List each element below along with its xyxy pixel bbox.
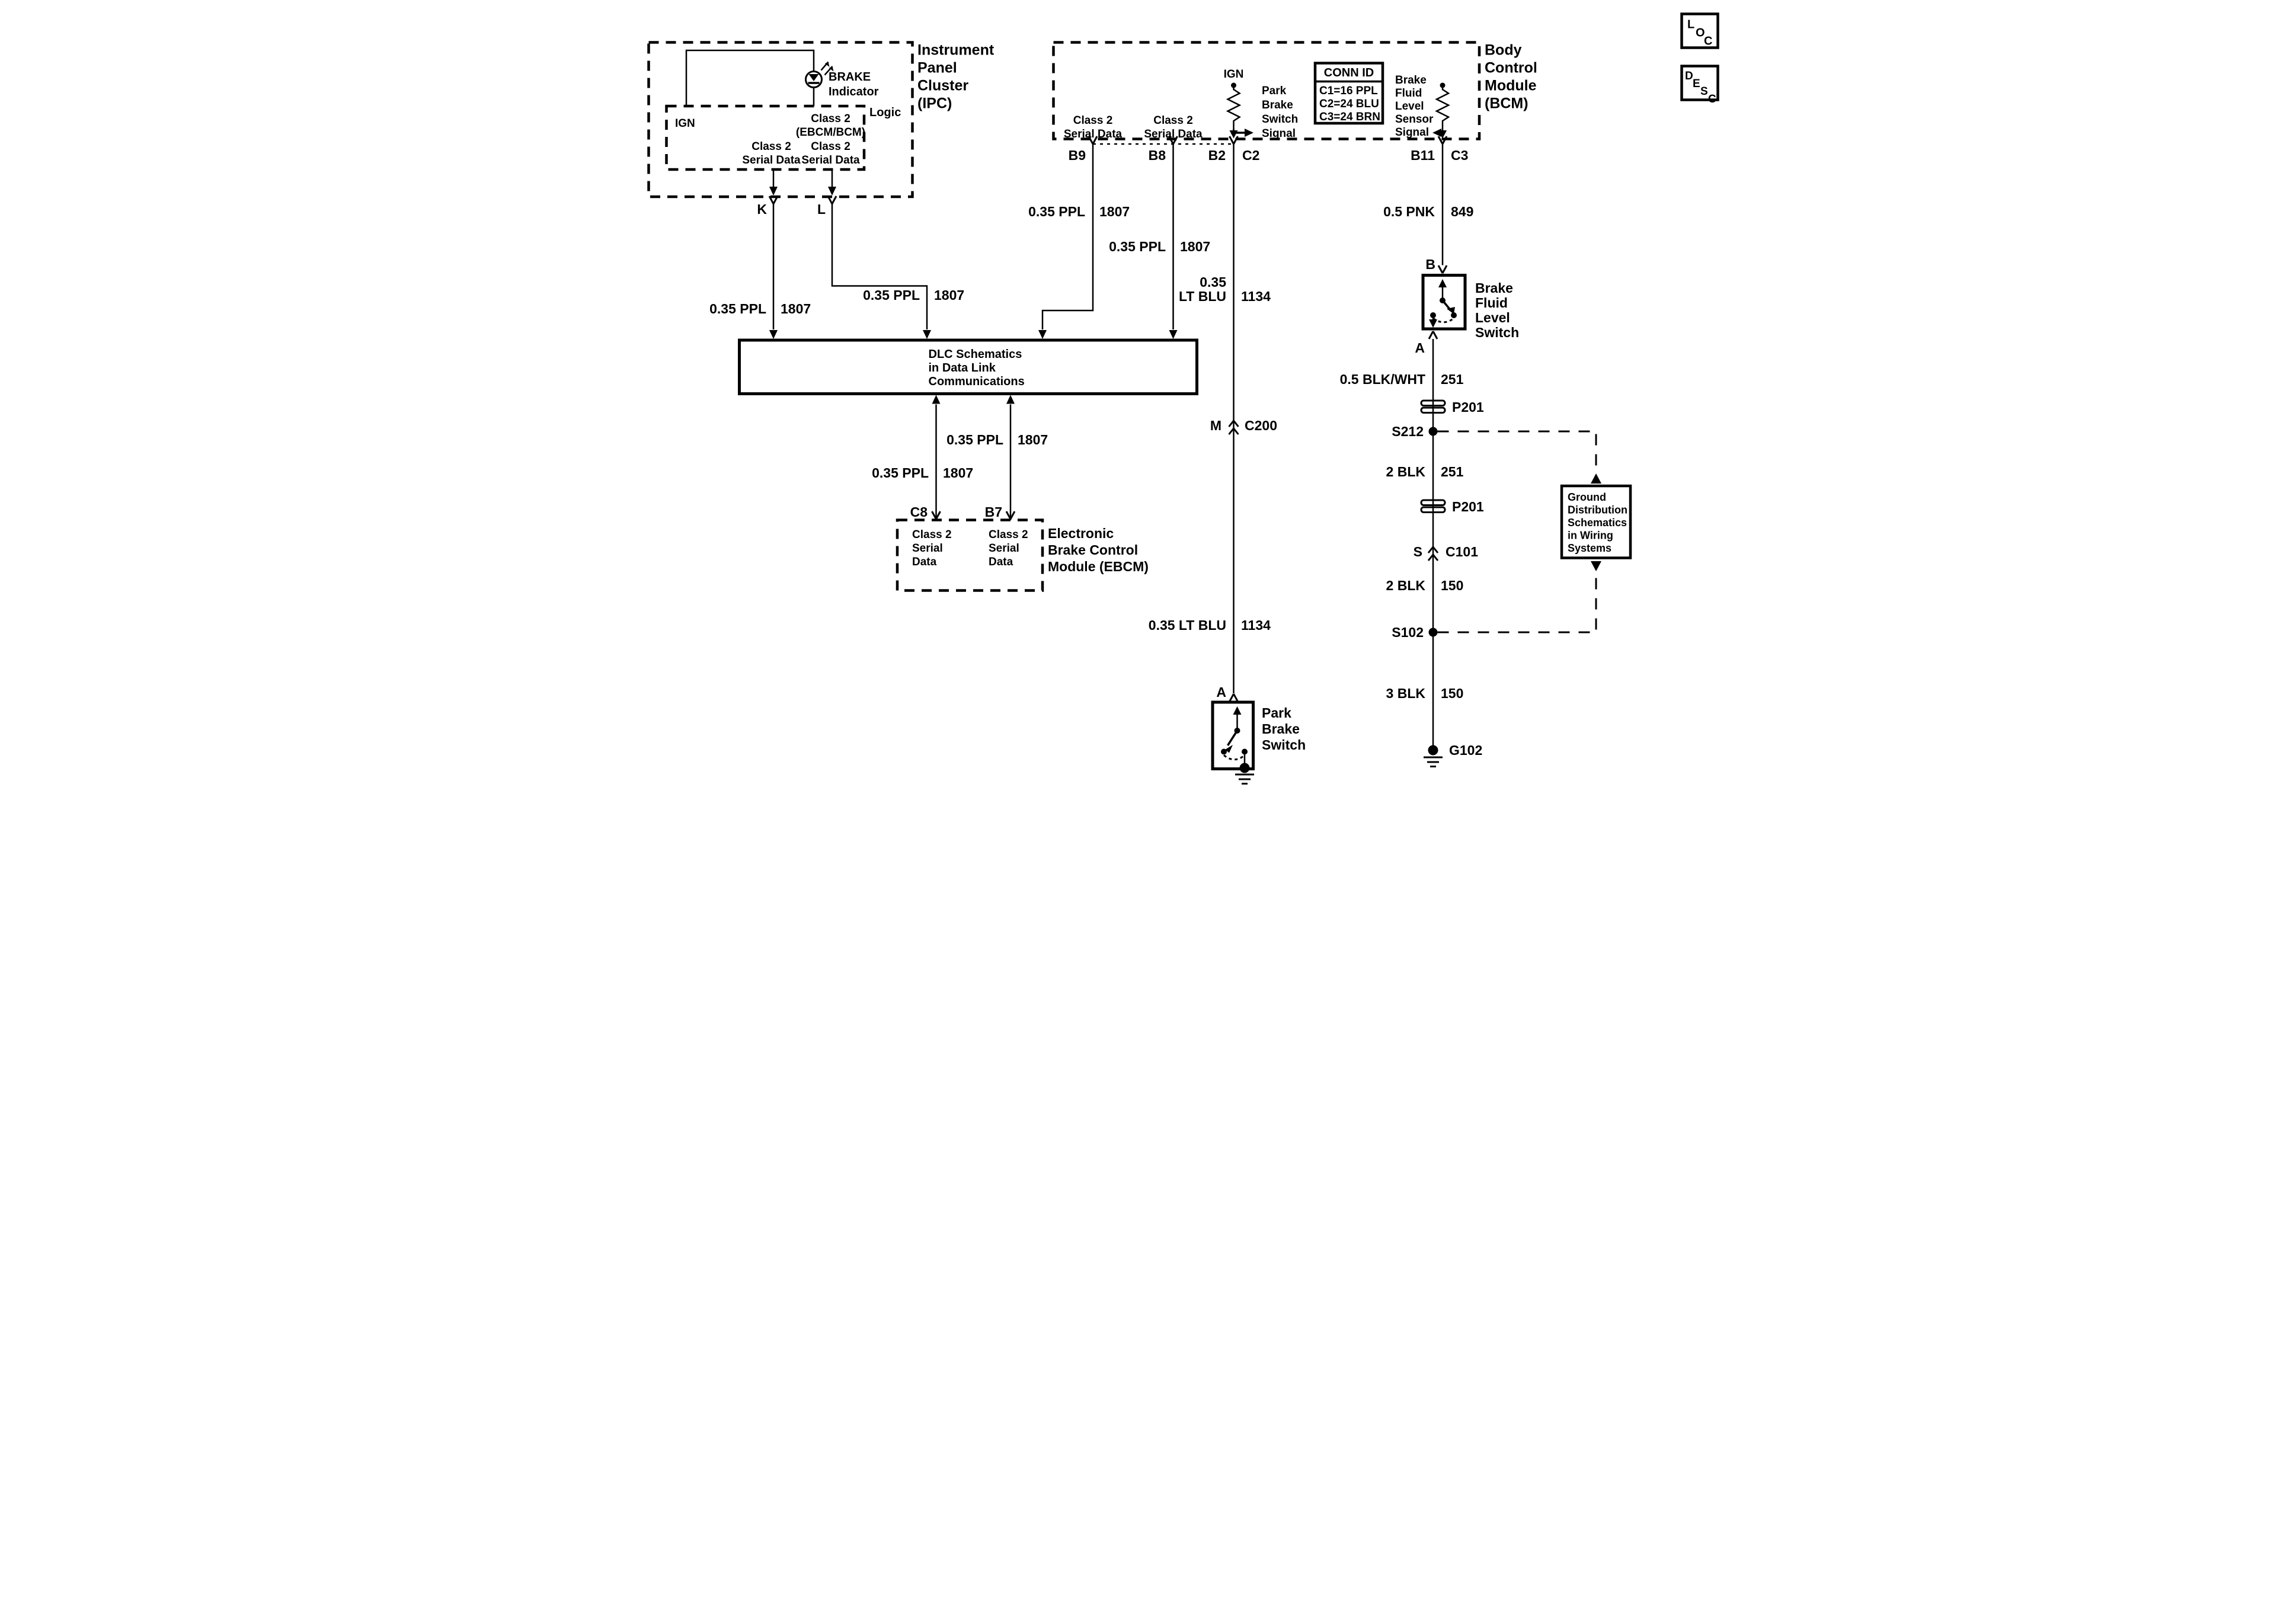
wire-blk150b-circuit: 150	[1440, 686, 1463, 701]
pin-c3-label: C3	[1450, 148, 1468, 163]
bcm-fluid-signal-label: Fluid	[1395, 87, 1422, 100]
pin-b9-label: B9	[1068, 148, 1086, 163]
wire-c8-label: 0.35 PPL	[871, 465, 929, 481]
ipc-title-line: Cluster	[917, 77, 968, 94]
bcm-fluid-resistor-icon	[1437, 85, 1448, 133]
bcm-park-signal-label: Switch	[1261, 113, 1298, 126]
splice-s212-label: S212	[1391, 424, 1424, 439]
wire-b8-label: 0.35 PPL	[1108, 239, 1166, 254]
wiring-diagram-page	[574, 0, 1722, 805]
pin-a-label: A	[1216, 684, 1226, 700]
desc-letter: D	[1684, 70, 1693, 82]
ebcm-serial-label: Serial	[988, 542, 1019, 555]
ebcm-data-label: Data	[988, 556, 1013, 568]
wire-blkwht-circuit: 251	[1440, 372, 1463, 387]
bcm-serial-data-label: Serial Data	[1063, 128, 1122, 140]
dlc-line: DLC Schematics	[928, 348, 1022, 361]
ground-symbol-icon	[1424, 757, 1443, 767]
bcm-fluid-signal-label: Signal	[1395, 126, 1429, 139]
wire-blk150-label: 2 BLK	[1386, 578, 1425, 593]
ground-dot-icon	[1428, 745, 1438, 756]
bcm-class2-label: Class 2	[1073, 114, 1112, 127]
ipc-title-line: (IPC)	[917, 95, 952, 112]
switch-travel-arc	[1224, 756, 1245, 760]
loc-letter: C	[1703, 34, 1712, 48]
ipc-ebcm-bcm-label: (EBCM/BCM)	[795, 126, 865, 139]
dlc-line: Communications	[928, 375, 1025, 388]
wire-ltblu-color: LT BLU	[1178, 289, 1226, 304]
brake-indicator-label: BRAKE	[828, 71, 871, 84]
pin-connector-icon	[1438, 265, 1447, 273]
wire-k-circuit: 1807	[780, 301, 811, 316]
ground-g102-label: G102	[1448, 742, 1482, 758]
bcm-park-signal-label: Signal	[1261, 127, 1296, 140]
desc-letter: E	[1692, 78, 1700, 90]
conn-id-header: CONN ID	[1323, 66, 1374, 79]
desc-button[interactable]	[1681, 66, 1718, 106]
park-switch-label: Switch	[1261, 737, 1306, 753]
conn-id-table	[1315, 63, 1383, 124]
wire-ltblu-circuit: 1134	[1240, 289, 1271, 304]
arrow-down-icon	[1169, 330, 1177, 339]
ground-ref-line: Schematics	[1567, 517, 1627, 529]
wire-blk251-label: 2 BLK	[1386, 464, 1425, 479]
connector-c200	[1210, 418, 1277, 434]
park-switch-label: Brake	[1261, 721, 1300, 737]
arrow-down-icon	[923, 330, 931, 339]
fluid-switch-label: Fluid	[1475, 295, 1508, 311]
pin-c2-label: C2	[1242, 148, 1259, 163]
fluid-switch-label: Level	[1475, 310, 1510, 325]
wire-b8-circuit: 1807	[1179, 239, 1210, 254]
ebcm-module	[897, 504, 1149, 591]
ebcm-title-line: Brake Control	[1047, 542, 1138, 558]
ebcm-class2-label: Class 2	[912, 529, 952, 541]
bcm-class2-label: Class 2	[1153, 114, 1193, 127]
arrow-down-icon	[828, 187, 836, 196]
splice-dot-icon	[1428, 628, 1437, 637]
fluid-switch-label: Switch	[1475, 325, 1519, 340]
brake-fluid-level-switch	[1415, 257, 1519, 356]
wire-pnk-circuit: 849	[1450, 204, 1473, 219]
brake-warning-schematic	[574, 0, 1722, 805]
ipc-title-line: Instrument	[917, 41, 994, 59]
bcm-title-line: (BCM)	[1484, 95, 1528, 112]
bcm-park-signal-label: Park	[1261, 85, 1286, 97]
pin-b7-label: B7	[984, 504, 1002, 520]
pin-k-label: K	[756, 201, 767, 217]
ipc-class2-label: Class 2	[751, 140, 791, 153]
wire-c8-circuit: 1807	[942, 465, 973, 481]
ground-dot-icon	[1239, 763, 1249, 773]
pin-c8-label: C8	[910, 504, 928, 520]
bcm-serial-data-label: Serial Data	[1143, 128, 1203, 140]
ground-symbol-icon	[1235, 774, 1254, 784]
pin-l-label: L	[817, 201, 826, 217]
fluid-switch-label: Brake	[1475, 280, 1513, 296]
pin-b2-label: B2	[1208, 148, 1226, 163]
connector-p201-upper	[1421, 399, 1484, 415]
wire-b9	[1043, 144, 1093, 329]
triangle-down-icon	[1591, 561, 1601, 571]
switch-dot-icon	[1430, 312, 1436, 318]
ground-g102	[1424, 742, 1482, 767]
arrow-down-icon	[769, 330, 778, 339]
wire-b9-label: 0.35 PPL	[1028, 204, 1085, 219]
desc-letter: S	[1700, 85, 1708, 98]
pin-b8-label: B8	[1148, 148, 1166, 163]
ebcm-title-line: Module (EBCM)	[1047, 559, 1149, 574]
connector-c200-label: C200	[1244, 418, 1277, 433]
wire-b9-circuit: 1807	[1099, 204, 1130, 219]
brake-indicator-label: Indicator	[828, 85, 878, 98]
switch-dot-icon	[1451, 312, 1457, 318]
triangle-up-icon	[1591, 473, 1601, 484]
ground-ref-line: in Wiring	[1567, 529, 1613, 542]
ipc-internal-wire	[686, 50, 814, 106]
wire-pnk-label: 0.5 PNK	[1383, 204, 1435, 219]
splice-s102-label: S102	[1391, 625, 1424, 640]
ipc-ign-label: IGN	[674, 117, 695, 130]
bcm-title-line: Control	[1484, 59, 1537, 76]
ebcm-data-label: Data	[912, 556, 936, 568]
connector-p201-label: P201	[1451, 399, 1484, 415]
park-brake-switch	[1213, 684, 1306, 784]
bcm-fluid-signal-label: Level	[1395, 100, 1424, 113]
splice-dot-icon	[1428, 427, 1437, 436]
bcm-fluid-signal-label: Brake	[1395, 74, 1427, 87]
conn-id-row: C2=24 BLU	[1319, 98, 1379, 110]
ipc-module	[648, 42, 994, 197]
ebcm-class2-label: Class 2	[988, 529, 1028, 541]
connector-c101-label: C101	[1445, 544, 1478, 559]
connector-p201-lower	[1421, 499, 1484, 514]
wire-ltblu-size: 0.35	[1199, 274, 1226, 290]
loc-letter: L	[1687, 18, 1694, 31]
ipc-serial-data-label: Serial Data	[741, 154, 801, 167]
ipc-pins	[757, 196, 836, 217]
arrow-up-icon	[932, 395, 940, 404]
wire-blk150b-label: 3 BLK	[1386, 686, 1425, 701]
bcm-park-signal-label: Brake	[1261, 99, 1293, 111]
wire-b7-label: 0.35 PPL	[946, 432, 1003, 447]
arrow-up-icon	[1006, 395, 1015, 404]
conn-id-row: C1=16 PPL	[1319, 85, 1378, 97]
bcm-title-line: Module	[1484, 77, 1536, 94]
connector-s-label: S	[1413, 544, 1422, 559]
wire-blk251-circuit: 251	[1440, 464, 1463, 479]
dlc-reference-box[interactable]	[739, 340, 1197, 394]
wire-l	[832, 204, 927, 329]
wire-l-circuit: 1807	[933, 287, 964, 303]
bcm-ign-label: IGN	[1223, 68, 1243, 81]
connector-p201-label: P201	[1451, 499, 1484, 514]
arrow-down-icon	[1038, 330, 1047, 339]
arrow-up-icon	[1233, 706, 1241, 715]
ebcm-serial-label: Serial	[912, 542, 943, 555]
wire-b7-circuit: 1807	[1017, 432, 1048, 447]
arrow-up-icon	[1438, 279, 1447, 287]
ground-distribution-reference-box[interactable]	[1562, 486, 1630, 558]
ipc-title-line: Panel	[917, 59, 957, 76]
wire-ltblu-lower-circuit: 1134	[1240, 617, 1271, 633]
bcm-fluid-signal-label: Sensor	[1395, 113, 1433, 126]
arrow-down-icon	[1429, 319, 1437, 328]
pin-connector-icon	[1229, 694, 1237, 702]
pin-b-label: B	[1425, 257, 1435, 272]
splice-s102	[1392, 561, 1601, 640]
conn-id-row: C3=24 BRN	[1319, 111, 1380, 123]
connector-c101	[1413, 544, 1478, 561]
connector-m-label: M	[1210, 418, 1221, 433]
ebcm-title-line: Electronic	[1047, 526, 1114, 541]
ipc-class2-label: Class 2	[810, 140, 850, 153]
bcm-park-resistor-icon	[1227, 85, 1239, 133]
wire-l-label: 0.35 PPL	[862, 287, 920, 303]
wire-blkwht-label: 0.5 BLK/WHT	[1339, 372, 1425, 387]
wire-blk150-circuit: 150	[1440, 578, 1463, 593]
park-switch-label: Park	[1261, 705, 1291, 721]
loc-letter: O	[1695, 26, 1705, 40]
switch-blade	[1227, 731, 1237, 745]
loc-button[interactable]	[1681, 14, 1718, 48]
switch-dot-icon	[1242, 749, 1248, 755]
ground-ref-line: Systems	[1567, 542, 1611, 554]
wire-k-label: 0.35 PPL	[709, 301, 766, 316]
bcm-title-line: Body	[1484, 41, 1521, 59]
ground-ref-line: Ground	[1567, 491, 1606, 503]
arrow-down-icon	[769, 187, 778, 196]
arrow-right-icon	[1245, 129, 1253, 137]
pin-a-label: A	[1414, 340, 1425, 356]
desc-letter: C	[1707, 93, 1716, 105]
ipc-logic-label: Logic	[869, 106, 901, 119]
switch-dot-icon	[1221, 749, 1227, 755]
bcm-module	[1053, 42, 1537, 141]
pin-connector-icon	[1429, 331, 1437, 339]
dlc-line: in Data Link	[928, 361, 996, 375]
ground-ref-line: Distribution	[1567, 504, 1627, 516]
ipc-class2-label: Class 2	[810, 113, 850, 125]
pin-b11-label: B11	[1410, 148, 1435, 163]
wire-ltblu-lower-label: 0.35 LT BLU	[1148, 617, 1226, 633]
ipc-serial-data-label: Serial Data	[801, 154, 860, 167]
